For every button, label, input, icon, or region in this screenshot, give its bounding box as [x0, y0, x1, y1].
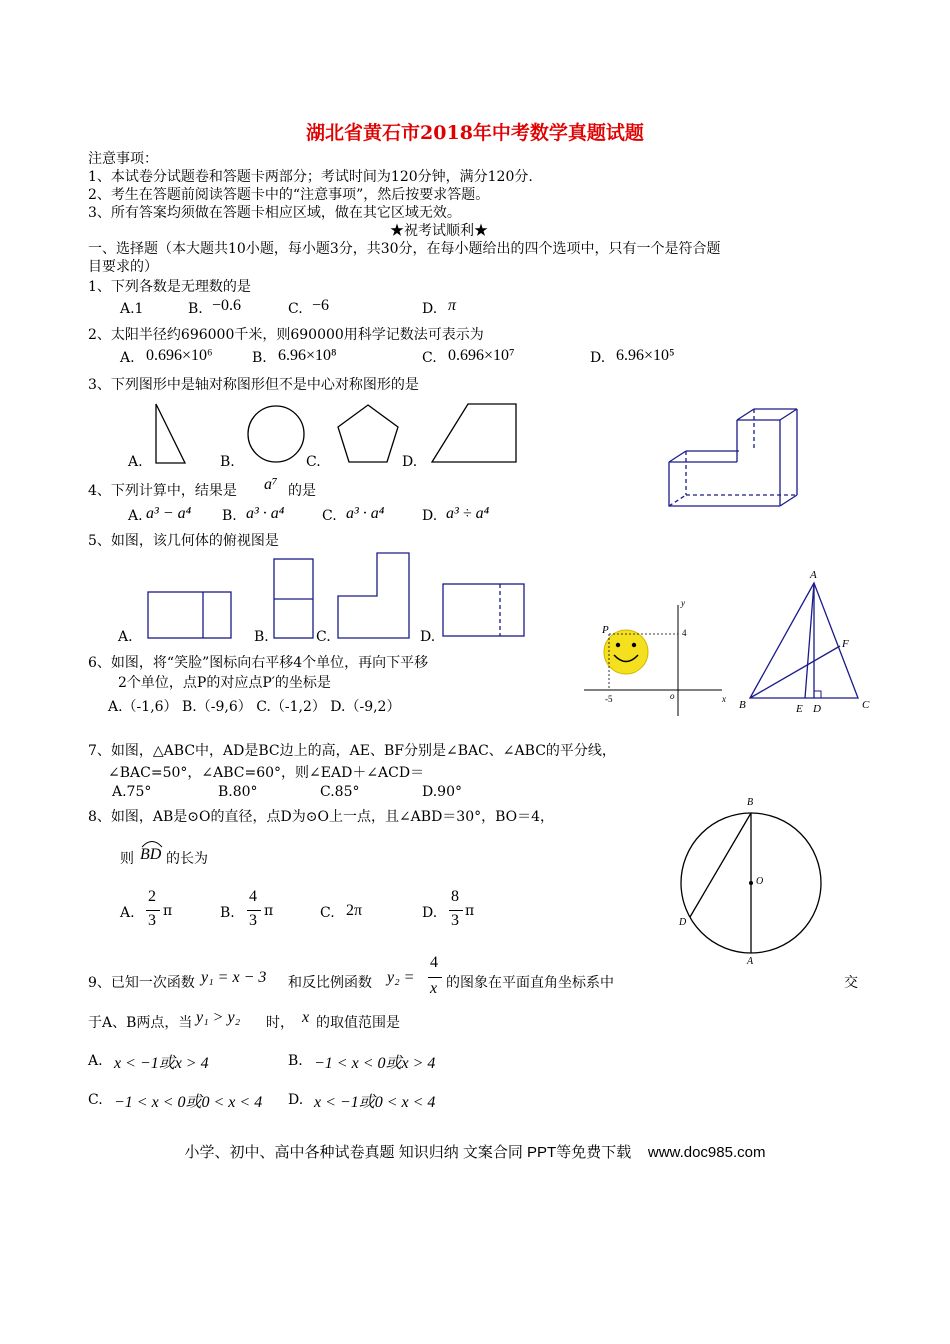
q2-option-c-value: 0.696×10⁷: [448, 347, 515, 364]
q8-line1: 8、如图，AB是⊙O的直径，点D为⊙O上一点，且∠ABD＝30°，BO＝4，: [88, 809, 555, 825]
q9-f2-lhs: y₂ =: [387, 969, 415, 986]
q2-option-c: C.: [422, 350, 437, 366]
q3-option-c: C.: [306, 454, 321, 470]
q8-option-c: C.: [320, 905, 335, 921]
wish-text: ★祝考试顺利★: [390, 223, 488, 239]
q4-option-c: C.: [322, 508, 337, 524]
q3-option-a: A.: [128, 454, 143, 470]
q7-label-b: B: [739, 699, 746, 711]
q7-option-c: C.85°: [320, 784, 360, 800]
q9-post: 的图象在平面直角坐标系中: [446, 975, 614, 991]
notice-item-2: 2、考生在答题前阅读答题卡中的“注意事项”，然后按要求答题。: [88, 187, 490, 203]
q4-stem-post: 的是: [288, 483, 316, 499]
q9-tail: 交: [844, 975, 858, 991]
q8-option-a-pi: π: [163, 903, 173, 919]
q6-label-4: 4: [682, 628, 687, 638]
q1-option-c-value: −6: [312, 297, 330, 314]
q8-option-a-den: 3: [148, 912, 156, 929]
q6-line2: 2个单位，点P的对应点P′的坐标是: [118, 675, 331, 691]
q4-stem-var: a⁷: [264, 476, 278, 493]
q9-option-a: A.: [88, 1053, 103, 1069]
q8-option-d-den: 3: [451, 912, 459, 929]
q8-option-d-pi: π: [465, 903, 475, 919]
q7-label-a: A: [810, 569, 817, 581]
q9-option-a-value: x < −1或x > 4: [114, 1055, 209, 1072]
q1-option-b-value: −0.6: [212, 297, 242, 314]
q8-label-a: A: [747, 956, 754, 967]
q2-option-a-value: 0.696×10⁶: [146, 347, 213, 364]
q9-option-d: D.: [288, 1092, 304, 1108]
q2-stem: 2、太阳半径约696000千米，则690000用科学记数法可表示为: [88, 327, 484, 343]
q4-option-d-value: a³ ÷ a⁴: [446, 505, 490, 522]
q4-option-b: B.: [222, 508, 237, 524]
notice-item-1: 1、本试卷分试题卷和答题卡两部分；考试时间为120分钟，满分120分.: [88, 169, 533, 185]
q1-option-d: D.: [422, 301, 438, 317]
q8-option-b: B.: [220, 905, 235, 921]
notice-heading: 注意事项：: [88, 151, 158, 167]
q7-label-c: C: [862, 699, 870, 711]
q6-label-neg5: -5: [605, 694, 613, 704]
q1-option-c: C.: [288, 301, 303, 317]
q8-label-d: D: [679, 917, 687, 928]
q8-option-d: D.: [422, 905, 438, 921]
q7-line2: ∠BAC=50°，∠ABC=60°，则∠EAD＋∠ACD＝: [108, 765, 425, 781]
q6-label-p: P: [602, 624, 609, 636]
q9-option-d-value: x < −1或0 < x < 4: [314, 1094, 436, 1111]
q9-option-b-value: −1 < x < 0或x > 4: [314, 1055, 436, 1072]
q5-option-c: C.: [316, 629, 331, 645]
q8-option-a: A.: [120, 905, 135, 921]
q7-label-d: D: [813, 703, 821, 715]
q6-label-o: o: [670, 691, 675, 701]
q4-option-c-value: a³ · a⁴: [346, 505, 385, 522]
q8-label-b: B: [747, 797, 754, 808]
q1-option-a: A.1: [120, 301, 144, 317]
q8-option-c-value: 2π: [346, 902, 363, 919]
q5-option-d: D.: [420, 629, 436, 645]
q2-option-a: A.: [120, 350, 135, 366]
q6-label-x: x: [722, 694, 726, 704]
q7-option-a: A.75°: [112, 784, 152, 800]
q9-line2-pre: 于A、B两点，当: [88, 1015, 193, 1031]
q6-label-y: y: [681, 598, 685, 608]
q1-stem: 1、下列各数是无理数的是: [88, 279, 251, 295]
q6-options: A.（-1,6） B.（-9,6） C.（-1,2） D.（-9,2）: [108, 699, 401, 715]
q8-option-b-num: 4: [249, 888, 257, 905]
q3-stem: 3、下列图形中是轴对称图形但不是中心对称图形的是: [88, 377, 419, 393]
q9-pre: 9、已知一次函数: [88, 975, 195, 991]
q9-option-c: C.: [88, 1092, 103, 1108]
q9-var: x: [302, 1009, 310, 1026]
q9-line2-post: 的取值范围是: [316, 1015, 400, 1031]
q2-option-b-value: 6.96×10⁸: [278, 347, 337, 364]
q5-option-a: A.: [118, 629, 133, 645]
q9-f2-den: x: [430, 980, 438, 997]
section1-line2: 目要求的）: [88, 259, 158, 275]
q7-label-e: E: [796, 703, 803, 715]
q9-f2-bar: [428, 977, 442, 978]
q4-stem-pre: 4、下列计算中，结果是: [88, 483, 237, 499]
q8-option-b-den: 3: [249, 912, 257, 929]
q6-line1: 6、如图，将“笑脸”图标向右平移4个单位，再向下平移: [88, 655, 429, 671]
q4-option-a-value: a³ − a⁴: [146, 505, 192, 522]
q8-arc-bd: BD: [140, 846, 162, 863]
q1-option-d-value: π: [448, 297, 457, 314]
q8-option-a-num: 2: [148, 888, 156, 905]
q9-option-b: B.: [288, 1053, 303, 1069]
q9-condition: y₁ > y₂: [196, 1009, 241, 1026]
q8-label-o: O: [756, 876, 764, 887]
q2-option-d: D.: [590, 350, 606, 366]
q8-line2-post: 的长为: [166, 851, 208, 867]
q7-option-b: B.80°: [218, 784, 258, 800]
q9-option-c-value: −1 < x < 0或0 < x < 4: [114, 1094, 263, 1111]
q3-option-b: B.: [220, 454, 235, 470]
q4-option-a: A.: [128, 508, 143, 524]
q4-option-b-value: a³ · a⁴: [246, 505, 285, 522]
q8-line2-pre: 则: [120, 851, 134, 867]
q9-mid: 和反比例函数: [288, 975, 372, 991]
q5-stem: 5、如图，该几何体的俯视图是: [88, 533, 279, 549]
section1-line1: 一、选择题（本大题共10小题，每小题3分，共30分，在每小题给出的四个选项中，只有一个是符合题: [88, 241, 721, 257]
q8-option-d-num: 8: [451, 888, 459, 905]
q9-line2-mid: 时，: [266, 1015, 294, 1031]
q7-line1: 7、如图，△ABC中，AD是BC边上的高，AE、BF分别是∠BAC、∠ABC的平分线，: [88, 743, 616, 759]
q5-option-b: B.: [254, 629, 269, 645]
q3-option-d: D.: [402, 454, 418, 470]
q9-f2-num: 4: [430, 954, 438, 971]
q9-f1: y₁ = x − 3: [201, 969, 267, 986]
q8-option-b-pi: π: [264, 903, 274, 919]
q1-option-b: B.: [188, 301, 203, 317]
q4-option-d: D.: [422, 508, 438, 524]
q7-option-d: D.90°: [422, 784, 462, 800]
q2-option-d-value: 6.96×10⁵: [616, 347, 675, 364]
footer-text: 小学、初中、高中各种试卷真题 知识归纳 文案合同 PPT等免费下载 www.doc985.com: [184, 1144, 766, 1161]
page-title: 湖北省黄石市2018年中考数学真题试题: [306, 122, 644, 144]
notice-item-3: 3、所有答案均须做在答题卡相应区域，做在其它区域无效。: [88, 205, 461, 221]
q2-option-b: B.: [252, 350, 267, 366]
q7-label-f: F: [842, 638, 849, 650]
